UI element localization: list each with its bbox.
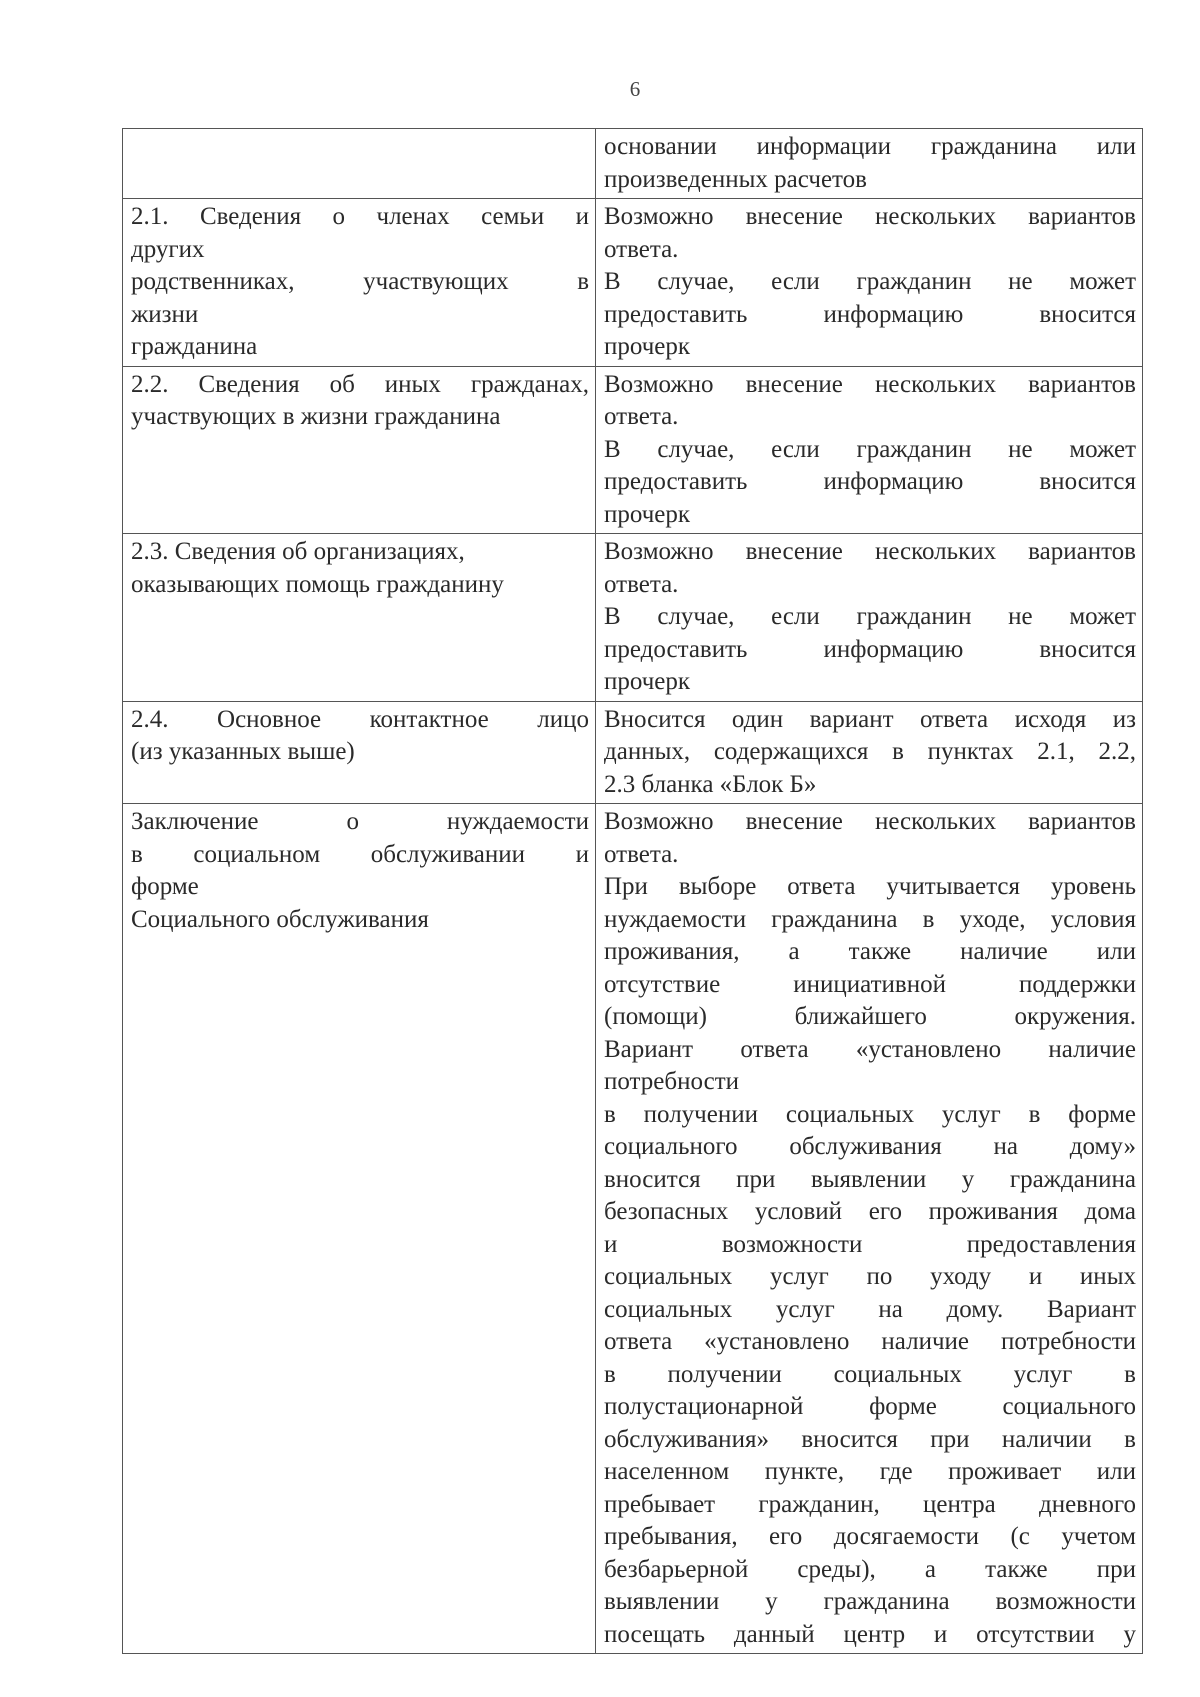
cell-line: жизни xyxy=(131,300,199,328)
cell-line: Возможно внесение нескольких вариантов xyxy=(604,370,1136,398)
cell-line: 2.3. Сведения об организациях, xyxy=(131,538,465,565)
cell-line: населенном пункте, где проживает или xyxy=(604,1458,1136,1485)
cell-line: оказывающих помощь гражданину xyxy=(131,570,504,598)
table-row xyxy=(123,534,1143,702)
cell-line: 2.2. Сведения об иных гражданах, xyxy=(131,370,589,398)
cell-line: 2.1. Сведения о членах семьи и xyxy=(131,203,589,230)
cell-line: пребывает гражданин, центра дневного xyxy=(604,1490,1136,1518)
cell-line: произведенных расчетов xyxy=(604,165,867,193)
table-row xyxy=(123,804,1143,1654)
cell-line: данных, содержащихся в пунктах 2.1, 2.2, xyxy=(604,738,1136,765)
cell-line: ответа. xyxy=(604,570,679,598)
cell-line: проживания, а также наличие или xyxy=(604,938,1136,965)
row-instruction-cell xyxy=(596,366,1143,534)
cell-line: форме xyxy=(131,873,199,900)
cell-line: пребывания, его досягаемости (с учетом xyxy=(604,1523,1136,1550)
cell-line: ответа «установлено наличие потребности xyxy=(604,1328,1136,1355)
cell-line: прочерк xyxy=(604,333,691,360)
cell-line: ответа. xyxy=(604,403,679,430)
cell-line: (из указанных выше) xyxy=(131,738,355,765)
cell-line: нуждаемости гражданина в уходе, условия xyxy=(604,905,1136,933)
cell-line: в социальном обслуживании и xyxy=(131,840,589,868)
cell-line: гражданина xyxy=(131,333,258,360)
cell-line: Возможно внесение нескольких вариантов xyxy=(604,538,1136,565)
row-instruction-cell xyxy=(596,129,1143,199)
row-label-cell xyxy=(123,534,596,702)
cell-line: Вариант ответа «установлено наличие xyxy=(604,1035,1136,1063)
table-row xyxy=(123,366,1143,534)
cell-line: в получении социальных услуг в xyxy=(604,1360,1136,1388)
row-label-cell xyxy=(123,701,596,804)
cell-line: других xyxy=(131,235,205,263)
cell-line: 2.4. Основное контактное лицо xyxy=(131,705,589,733)
page-number: 6 xyxy=(629,77,641,101)
cell-line: Заключение о нуждаемости xyxy=(131,808,589,835)
cell-line: ответа. xyxy=(604,840,679,868)
row-label-cell xyxy=(123,129,596,199)
row-instruction-cell xyxy=(596,701,1143,804)
instructions-table xyxy=(122,128,1143,1654)
cell-line: предоставить информацию вносится xyxy=(604,635,1136,663)
row-label-cell xyxy=(123,199,596,367)
row-instruction-cell xyxy=(596,534,1143,702)
cell-line: предоставить информацию вносится xyxy=(604,468,1136,495)
row-label-cell xyxy=(123,804,596,1654)
cell-line: безбарьерной среды), а также при xyxy=(604,1555,1136,1583)
row-instruction-cell xyxy=(596,804,1143,1654)
cell-line: обслуживания» вносится при наличии в xyxy=(604,1425,1136,1453)
cell-line: В случае, если гражданин не может xyxy=(604,268,1136,295)
cell-line: безопасных условий его проживания дома xyxy=(604,1198,1136,1225)
cell-line: прочерк xyxy=(604,500,691,528)
cell-line: В случае, если гражданин не может xyxy=(604,435,1136,463)
cell-line: ответа. xyxy=(604,235,679,263)
cell-line: родственниках, участвующих в xyxy=(131,268,589,295)
cell-line: участвующих в жизни гражданина xyxy=(131,403,501,430)
cell-line: В случае, если гражданин не может xyxy=(604,603,1136,630)
cell-line: выявлении у гражданина возможности xyxy=(604,1588,1136,1615)
cell-line: посещать данный центр и отсутствии у xyxy=(604,1620,1136,1648)
cell-line: социальных услуг на дому. Вариант xyxy=(604,1295,1136,1323)
cell-line: вносится при выявлении у гражданина xyxy=(604,1165,1136,1193)
cell-line: потребности xyxy=(604,1068,739,1095)
cell-line: прочерк xyxy=(604,668,691,695)
cell-line: Возможно внесение нескольких вариантов xyxy=(604,808,1136,835)
cell-line: социального обслуживания на дому» xyxy=(604,1133,1136,1160)
table-row xyxy=(123,199,1143,367)
table-row xyxy=(123,701,1143,804)
cell-line: Возможно внесение нескольких вариантов xyxy=(604,203,1136,230)
cell-line: Социального обслуживания xyxy=(131,905,429,933)
cell-line: полустационарной форме социального xyxy=(604,1393,1136,1420)
cell-line: предоставить информацию вносится xyxy=(604,300,1136,328)
cell-line: При выборе ответа учитывается уровень xyxy=(604,873,1136,900)
cell-line: социальных услуг по уходу и иных xyxy=(604,1263,1136,1290)
row-label-cell xyxy=(123,366,596,534)
cell-line: и возможности предоставления xyxy=(604,1230,1136,1258)
cell-line: основании информации гражданина или xyxy=(604,133,1136,160)
cell-line: 2.3 бланка «Блок Б» xyxy=(604,770,817,798)
cell-line: в получении социальных услуг в форме xyxy=(604,1100,1136,1128)
cell-line: Вносится один вариант ответа исходя из xyxy=(604,705,1136,733)
cell-line: (помощи) ближайшего окружения. xyxy=(604,1003,1136,1030)
cell-line: отсутствие инициативной поддержки xyxy=(604,970,1136,998)
table-row xyxy=(123,129,1143,199)
row-instruction-cell xyxy=(596,199,1143,367)
